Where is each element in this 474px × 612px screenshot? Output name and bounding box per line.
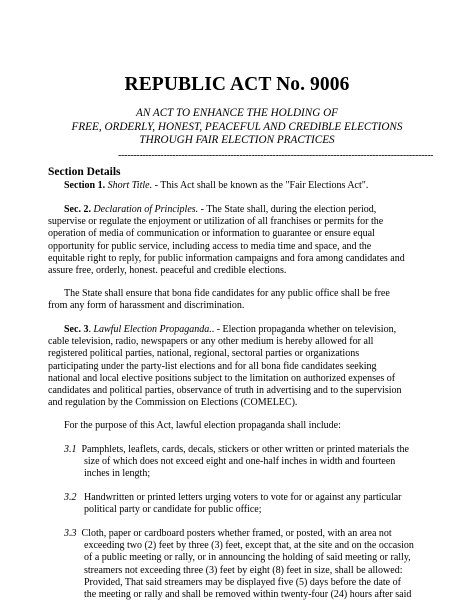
- list-item-text: Pamphlets, leaflets, cards, decals, stickers or other written or printed materials the: [81, 444, 409, 455]
- list-item-text: Cloth, paper or cardboard posters whether framed, or posted, with an area not: [81, 528, 392, 539]
- section-3-line: participating under the party-list elections and for all bona fide candidates seeking: [48, 360, 377, 372]
- section-2-title: Declaration of Principles.: [93, 204, 199, 215]
- section-2-line: supervise or regulate the enjoyment or utilization of all franchises or permits for the: [48, 216, 384, 228]
- section-3-line: national and local elective positions subject to the limitation on authorized expenses of: [48, 372, 396, 384]
- list-item-number: 3.2: [64, 492, 77, 503]
- section-3: [48, 324, 430, 409]
- list-item-3-1: [48, 444, 430, 481]
- purpose-paragraph: [48, 420, 430, 432]
- section-2-line: opportunity for public service, including access to media time and space, and the: [48, 240, 372, 252]
- state-paragraph: [48, 288, 430, 312]
- section-3-text: . - Election propaganda whether on television,: [211, 324, 397, 335]
- list-item-line: the meeting or rally and shall be removed within twenty-four (24) hours after said: [84, 589, 412, 601]
- list-item-number: 3.3: [64, 528, 77, 539]
- section-2: [48, 204, 430, 277]
- section-1-label: Section 1.: [64, 180, 106, 191]
- paragraph-line: from any form of harassment and discrimination.: [48, 300, 245, 312]
- list-item-line: streamers not exceeding three (3) feet by eight (8) feet in size, shall be allowed:: [84, 564, 403, 576]
- list-item-line: size of which does not exceed eight and one-half inches in width and fourteen: [84, 456, 396, 468]
- list-item-line: inches in length;: [84, 468, 151, 480]
- section-1-title: Short Title.: [107, 180, 153, 191]
- list-item-line: exceeding two (2) feet by three (3) feet, except that, at the site and on the occasion: [84, 540, 414, 552]
- section-3-first-line: Sec. 3. Lawful Election Propaganda.. - Election propaganda whether on television,: [64, 324, 397, 335]
- list-item-line: Provided, That said streamers may be displayed five (5) days before the date of: [84, 576, 401, 588]
- paragraph-line: For the purpose of this Act, lawful election propaganda shall include:: [64, 420, 341, 431]
- paragraph-line: The State shall ensure that bona fide candidates for any public office shall be free: [64, 288, 390, 299]
- list-item-3-2: [48, 492, 430, 516]
- list-item-line: political party or candidate for public office;: [84, 504, 262, 516]
- section-3-line: registered political parties, national, regional, sectoral parties or organizations: [48, 348, 360, 360]
- section-2-first-line: [48, 204, 430, 216]
- section-1: [48, 180, 430, 192]
- section-2-label: Sec. 2.: [64, 204, 91, 215]
- section-2-line: equitable right to reply, for public information campaigns and fora among candidates and: [48, 252, 405, 264]
- section-1-line: [48, 180, 430, 192]
- section-heading: Section Details: [48, 166, 121, 178]
- document-title: REPUBLIC ACT No. 9006: [124, 74, 350, 95]
- section-2-text: - The State shall, during the election period,: [198, 204, 377, 215]
- list-item-first-line: [48, 528, 430, 540]
- list-item-first-line: [48, 492, 430, 504]
- section-2-line: assure free, orderly, honest. peaceful and credible elections.: [48, 265, 287, 277]
- list-item-number: 3.1: [64, 444, 77, 455]
- subtitle-line: AN ACT TO ENHANCE THE HOLDING OF: [135, 107, 339, 119]
- list-item-first-line: [48, 444, 430, 456]
- section-3-line: candidates and political parties, observance of truth in advertising and to the supervision: [48, 385, 402, 397]
- section-3-line: and regulation by the Commission on Elections (COMELEC).: [48, 397, 298, 409]
- section-3-label: Sec. 3: [64, 324, 89, 335]
- list-item-3-3: [48, 528, 430, 601]
- section-3-title: Lawful Election Propaganda.: [93, 324, 212, 335]
- list-item-text: Handwritten or printed letters urging voters to vote for or against any particular: [84, 492, 402, 503]
- section-1-text: - This Act shall be known as the "Fair Elections Act".: [152, 180, 369, 191]
- subtitle-line: FREE, ORDERLY, HONEST, PEACEFUL AND CREDIBLE ELECTIONS: [71, 120, 403, 133]
- list-item-line: of a public meeting or rally, or in announcing the holding of said meeting or rally,: [84, 552, 411, 564]
- document-subtitle: [0, 107, 474, 148]
- section-2-line: operation of media of communication or information to guarantee or ensure equal: [48, 228, 375, 240]
- separator-line: --------------------------------------------------------------------------------------------------------: [118, 150, 434, 161]
- section-3-line: cable television, radio, newspapers or any other medium is hereby allowed for all: [48, 336, 374, 348]
- subtitle-line: THROUGH FAIR ELECTION PRACTICES: [139, 134, 335, 147]
